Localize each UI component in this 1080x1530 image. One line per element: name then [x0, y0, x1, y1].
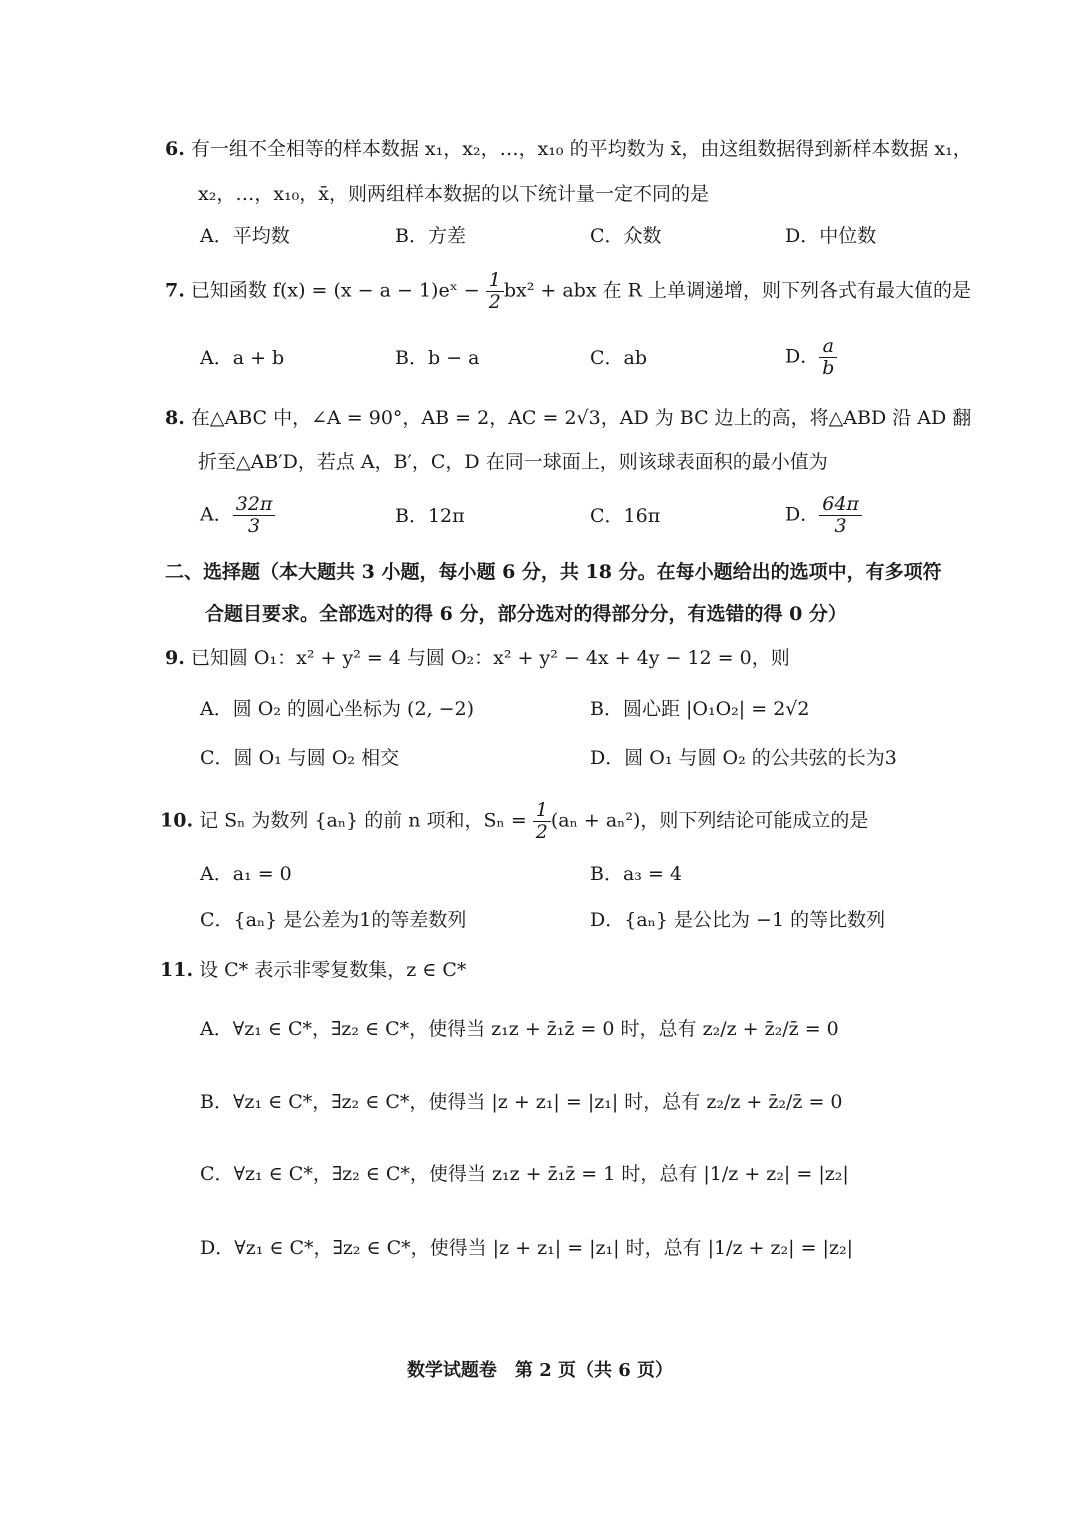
option-label: D． [785, 345, 820, 368]
question-number: 7. [165, 279, 185, 302]
question-8-line2: 折至△AB′D，若点 A，B′，C，D 在同一球面上，则该球表面积的最小值为 [198, 451, 828, 473]
fraction [486, 270, 504, 313]
fraction [233, 494, 276, 537]
option-c: C．16π [590, 505, 661, 527]
option-label: A． [200, 503, 233, 526]
fraction-denominator: b [822, 356, 835, 379]
option-b: B．∀z₁ ∈ C*，∃z₂ ∈ C*，使得当 |z + z₁| = |z₁| 时，总有 z₂/z + z̄₂/z̄ = 0 [200, 1091, 843, 1113]
option-c: C．{aₙ} 是公差为1的等差数列 [200, 909, 467, 931]
question-8 [165, 406, 971, 431]
question-number: 10. [160, 809, 194, 832]
option-c: C．众数 [590, 225, 662, 247]
option-d: D．圆 O₁ 与圆 O₂ 的公共弦的长为3 [590, 747, 897, 769]
option-b: B．b − a [395, 347, 480, 369]
option-a: A．平均数 [200, 225, 290, 247]
option-b: B．圆心距 |O₁O₂| = 2√2 [590, 698, 810, 720]
question-6 [165, 137, 972, 162]
question-number: 8. [165, 407, 185, 429]
fraction-denominator: 2 [488, 290, 501, 313]
question-stem-b: bx² + abx 在 R 上单调递增，则下列各式有最大值的是 [503, 279, 971, 302]
fraction-numerator: 1 [533, 800, 551, 822]
fraction-numerator: 1 [486, 270, 504, 292]
fraction-numerator: 32π [233, 494, 276, 516]
question-9 [165, 646, 790, 671]
option-b: B．12π [395, 505, 465, 527]
option-a: A．∀z₁ ∈ C*，∃z₂ ∈ C*，使得当 z₁z + z̄₁z̄ = 0 时，总有 z₂/z + z̄₂/z̄ = 0 [200, 1018, 839, 1040]
question-6-line2: x₂，…，x₁₀，x̄，则两组样本数据的以下统计量一定不同的是 [198, 183, 709, 205]
option-a [200, 494, 275, 537]
option-c: C．圆 O₁ 与圆 O₂ 相交 [200, 747, 400, 769]
option-a: A．a + b [200, 347, 285, 369]
question-stem-a: 记 Sₙ 为数列 {aₙ} 的前 n 项和，Sₙ = [199, 809, 533, 832]
question-stem: 设 C* 表示非零复数集，z ∈ C* [199, 959, 467, 981]
option-d [785, 494, 862, 537]
fraction-numerator: 64π [819, 494, 862, 516]
question-stem-b: (aₙ + aₙ²)，则下列结论可能成立的是 [550, 809, 869, 832]
question-number: 6. [165, 138, 185, 160]
question-number: 11. [160, 959, 194, 981]
question-stem-a: 已知函数 f(x) = (x − a − 1)eˣ − [190, 279, 486, 302]
question-stem: 在△ABC 中，∠A = 90°，AB = 2，AC = 2√3，AD 为 BC 边上的高，将△ABD 沿 AD 翻 [190, 407, 972, 429]
fraction-denominator: 3 [834, 514, 847, 537]
fraction-denominator: 3 [248, 514, 261, 537]
option-label: D． [785, 503, 820, 526]
option-d: D．中位数 [785, 225, 877, 247]
option-d: D．∀z₁ ∈ C*，∃z₂ ∈ C*，使得当 |z + z₁| = |z₁| 时，总有 |1/z + z₂| = |z₂| [200, 1237, 853, 1259]
question-10 [160, 800, 868, 843]
fraction [819, 494, 862, 537]
question-stem: 已知圆 O₁：x² + y² = 4 与圆 O₂：x² + y² − 4x + 4y − 12 = 0，则 [190, 647, 790, 669]
fraction-denominator: 2 [535, 820, 548, 843]
option-d [785, 336, 837, 379]
section-heading: 二、选择题（本大题共 3 小题，每小题 6 分，共 18 分。在每小题给出的选项中，有多项符 [165, 561, 942, 583]
page-footer: 数学试题卷 第 2 页（共 6 页） [406, 1360, 674, 1381]
option-b: B．方差 [395, 225, 466, 247]
question-11 [160, 958, 466, 983]
option-c: C．ab [590, 347, 648, 369]
option-a: A．a₁ = 0 [200, 863, 292, 885]
question-7 [165, 270, 971, 313]
fraction [533, 800, 551, 843]
option-c: C．∀z₁ ∈ C*，∃z₂ ∈ C*，使得当 z₁z + z̄₁z̄ = 1 时，总有 |1/z + z₂| = |z₂| [200, 1163, 849, 1185]
option-a: A．圆 O₂ 的圆心坐标为 (2, −2) [200, 698, 475, 720]
question-number: 9. [165, 647, 185, 669]
fraction-numerator: a [819, 336, 837, 358]
question-stem: 有一组不全相等的样本数据 x₁，x₂，…，x₁₀ 的平均数为 x̄，由这组数据得到新样本数据 x₁， [190, 138, 972, 160]
fraction [819, 336, 837, 379]
option-b: B．a₃ = 4 [590, 863, 682, 885]
section-heading-line2: 合题目要求。全部选对的得 6 分，部分选对的得部分分，有选错的得 0 分） [205, 603, 847, 625]
option-d: D．{aₙ} 是公比为 −1 的等比数列 [590, 909, 886, 931]
